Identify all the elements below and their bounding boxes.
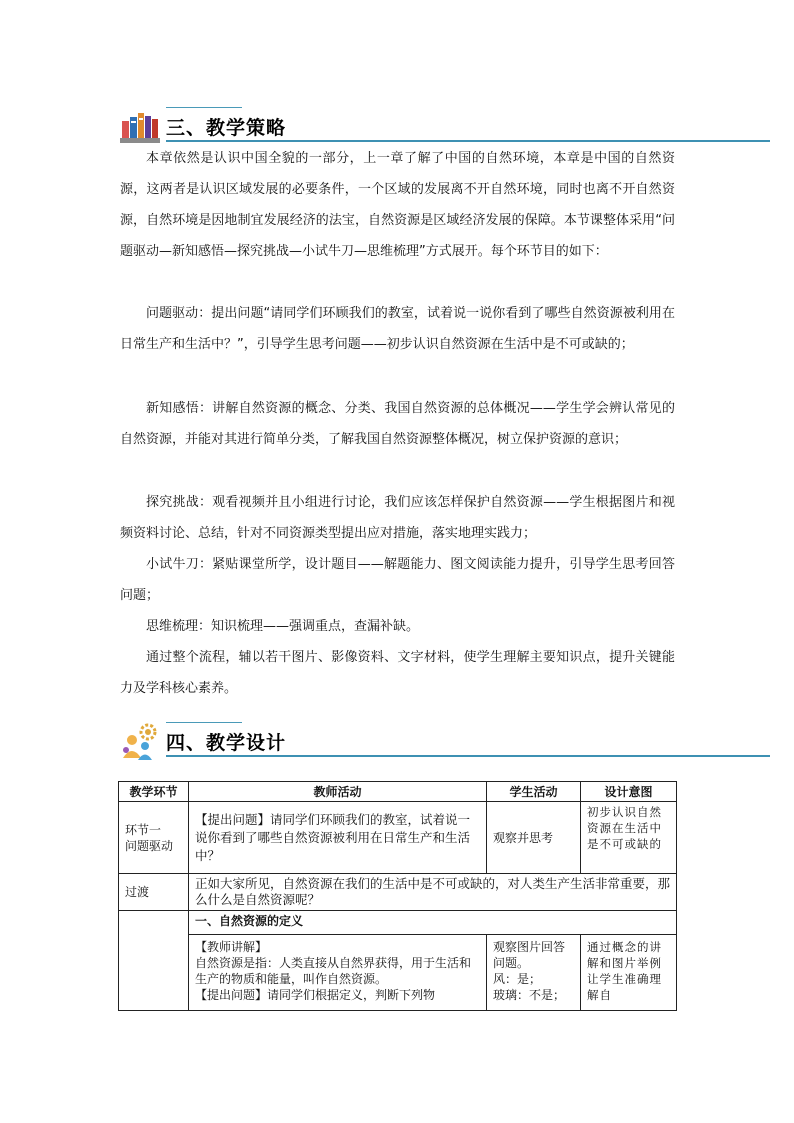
table-row	[119, 935, 677, 1011]
strategy-new-knowledge: 新知感悟：讲解自然资源的概念、分类、我国自然资源的总体概况——学生学会辨认常见的自然资源，并能对其进行简单分类，了解我国自然资源整体概况，树立保护资源的意识；	[120, 401, 675, 447]
section-title: 三、教学策略	[166, 117, 287, 139]
section-heading-strategy	[118, 107, 770, 147]
stage-cell: 环节一 问题驱动	[119, 802, 189, 874]
teaching-design-table	[118, 781, 677, 1011]
closing-paragraph: 通过整个流程，辅以若干图片、影像资料、文字材料，使学生理解主要知识点，提升关键能力及学科核心素养。	[120, 650, 675, 696]
stage-cell: 过渡	[119, 874, 189, 911]
section-heading-design	[118, 722, 770, 762]
intent-cell: 初步认识自然资源在生活中是不可或缺的	[581, 802, 677, 874]
table-header-row	[119, 782, 677, 802]
strategy-summary: 思维梳理：知识梳理——强调重点，查漏补缺。	[146, 619, 420, 634]
header-student-activity: 学生活动	[487, 782, 581, 802]
books-icon	[118, 107, 162, 147]
student-cell: 观察并思考	[487, 802, 581, 874]
teacher-cell: 【提出问题】请同学们环顾我们的教室，试着说一说你看到了哪些自然资源被利用在日常生产和生活中？	[189, 802, 487, 874]
table-row	[119, 802, 677, 874]
heading-accent-line	[166, 722, 242, 723]
section-title: 四、教学设计	[166, 732, 287, 754]
subsection-title: 一、自然资源的定义	[189, 911, 677, 935]
strategy-exploration: 探究挑战：观看视频并且小组进行讨论，我们应该怎样保护自然资源——学生根据图片和视频资料讨论、总结，针对不同资源类型提出应对措施，落实地理实践力；	[120, 495, 675, 541]
header-design-intent: 设计意图	[581, 782, 677, 802]
intent-cell: 通过概念的讲解和图片举例让学生准确理解自	[581, 935, 677, 1011]
teacher-cell: 【教师讲解】 自然资源是指：人类直接从自然界获得，用于生活和生产的物质和能量，叫作自然资源。 【提出问题】请同学们根据定义，判断下列物	[189, 935, 487, 1011]
intro-paragraph: 本章依然是认识中国全貌的一部分，上一章了解了中国的自然环境，本章是中国的自然资源，这两者是认识区域发展的必要条件，一个区域的发展离不开自然环境，同时也离不开自然资源，自然环境是因地制宜发展经济的法宝，自然资源是区域经济发展的保障。本节课整体采用“问题驱动—新知感悟—探究挑战—小试牛刀—思维梳理”方式展开。每个环节目的如下：	[120, 151, 675, 259]
transition-cell: 正如大家所见，自然资源在我们的生活中是不可或缺的，对人类生产生活非常重要，那么什么是自然资源呢？	[189, 874, 677, 911]
table-row	[119, 911, 677, 935]
table-row	[119, 874, 677, 911]
header-teacher-activity: 教师活动	[189, 782, 487, 802]
student-cell: 观察图片回答问题。 风：是； 玻璃：不是；	[487, 935, 581, 1011]
header-stage: 教学环节	[119, 782, 189, 802]
people-gear-icon	[118, 722, 162, 762]
strategy-practice: 小试牛刀：紧贴课堂所学，设计题目——解题能力、图文阅读能力提升，引导学生思考回答问题；	[120, 557, 675, 603]
heading-underline	[166, 140, 770, 142]
strategy-problem-driven: 问题驱动：提出问题“请同学们环顾我们的教室，试着说一说你看到了哪些自然资源被利用在日常生产和生活中？”，引导学生思考问题——初步认识自然资源在生活中是不可或缺的；	[120, 306, 675, 352]
stage-cell-empty	[119, 911, 189, 1011]
heading-underline	[166, 755, 770, 757]
heading-accent-line	[166, 107, 242, 108]
